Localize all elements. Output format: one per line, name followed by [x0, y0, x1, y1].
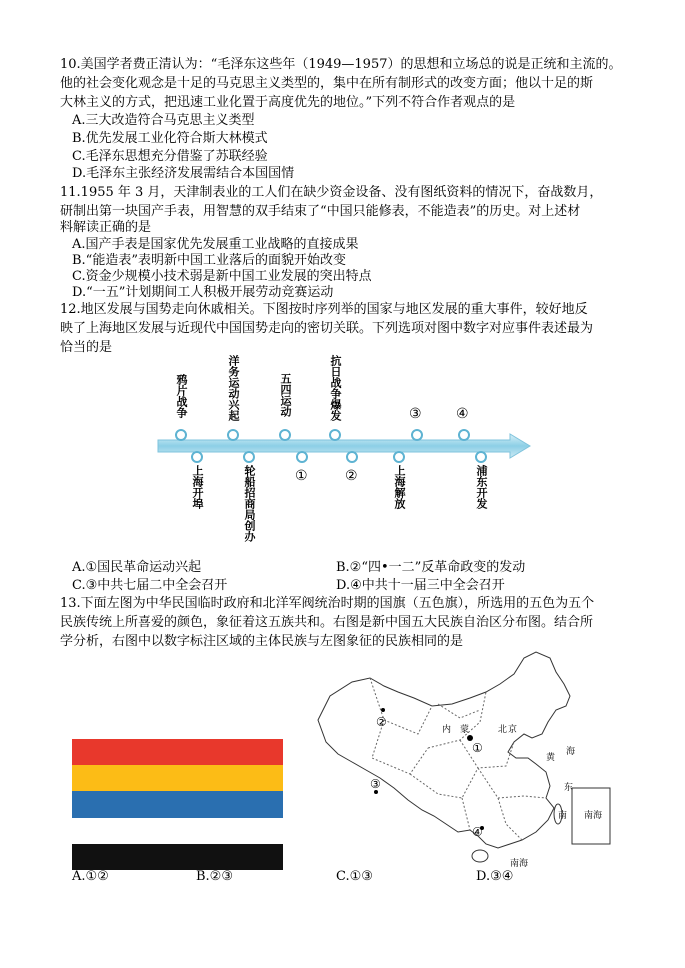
q10-option-a: A.三大改造符合马克思主义类型: [72, 113, 255, 128]
map-label-4: ④: [472, 825, 483, 839]
timeline-bottom-5: 上海解放: [393, 465, 406, 509]
china-autonomous-regions-map: [310, 648, 615, 870]
timeline-bottom-6: 浦东开发: [475, 465, 488, 509]
timeline-bottom-4: ②: [345, 468, 358, 484]
map-label-nanhai: 南海: [510, 859, 529, 869]
q13-option-c: C.①③: [336, 869, 373, 884]
q12-option-a: A.①国民革命运动兴起: [72, 560, 202, 575]
map-label-huang: 黄: [546, 753, 556, 763]
q10-line-1: 10.美国学者费正清认为：“毛泽东这些年（1949—1957）的思想和立场总的说是正统和主流的。: [60, 57, 622, 72]
map-label-3: ③: [370, 777, 381, 791]
flag-stripe-2: [72, 765, 283, 791]
q13-line-2: 民族传统上所喜爱的颜色，象征着这五族共和。右图是新中国五大民族自治区分布图。结合所: [60, 615, 594, 630]
map-label-1b: ①: [472, 741, 483, 755]
q12-option-c: C.③中共七届二中全会召开: [72, 578, 228, 593]
timeline-top-6: ④: [456, 406, 469, 422]
flag-stripe-1: [72, 739, 283, 765]
map-label-hai: 海: [566, 747, 576, 757]
timeline-bottom-2: 轮船招商局创办: [243, 465, 256, 542]
q12-option-b: B.②“四•一二”反革命政变的发动: [336, 560, 526, 575]
q10-option-d: D.毛泽东主张经济发展需结合本国国情: [72, 166, 295, 181]
q10-line-3: 大林主义的方式，把迅速工业化置于高度优先的地位。”下列不符合作者观点的是: [60, 95, 516, 110]
timeline-bottom-3: ①: [295, 468, 308, 484]
timeline-top-3: 五四运动: [279, 373, 292, 417]
flag-stripe-3: [72, 791, 283, 818]
timeline-top-2: 洋务运动兴起: [227, 355, 240, 421]
q12-line-3: 恰当的是: [60, 340, 113, 355]
flag-stripe-4: [72, 818, 283, 844]
timeline-top-4: 抗日战争爆发: [329, 355, 342, 421]
q11-line-1: 11.1955 年 3 月，天津制表业的工人们在缺少资金设备、没有图纸资料的情况下，奋战数月，: [60, 185, 603, 200]
timeline-top-1: 鸦片战争: [175, 374, 188, 418]
timeline-arrow: [150, 428, 535, 464]
flag-stripe-5: [72, 844, 283, 870]
map-label-bei: 北: [498, 725, 508, 735]
map-label-dong: 东: [564, 783, 574, 793]
timeline-bottom-1: 上海开埠: [191, 465, 204, 509]
q11-line-3: 料解读正确的是: [60, 220, 152, 235]
q11-option-a: A.国产手表是国家优先发展重工业战略的直接成果: [72, 237, 359, 252]
q13-option-b: B.②③: [196, 869, 233, 884]
map-label-nan: 南: [558, 811, 568, 821]
q12-line-1: 12.地区发展与国势走向休戚相关。下图按时序列举的国家与地区发展的重大事件，较好地反: [60, 302, 588, 317]
q10-option-b: B.优先发展工业化符合斯大林模式: [72, 131, 268, 146]
q13-option-a: A.①②: [72, 869, 109, 884]
q10-option-c: C.毛泽东思想充分借鉴了苏联经验: [72, 149, 268, 164]
q11-option-d: D.“一五”计划期间工人积极开展劳动竞赛运动: [72, 285, 334, 300]
map-label-jing: 京: [508, 725, 518, 735]
q11-option-b: B.“能造表”表明新中国工业落后的面貌开始改变: [72, 253, 346, 268]
five-color-flag: [72, 739, 283, 870]
q13-line-1: 13.下面左图为中华民国临时政府和北洋军阀统治时期的国旗（五色旗），所选用的五色为五个: [60, 596, 595, 611]
map-label-1: ②: [376, 715, 387, 729]
q13-option-d: D.③④: [476, 869, 514, 884]
timeline-top-5: ③: [409, 406, 422, 422]
q10-line-2: 他的社会变化观念是十足的马克思主义类型的，集中在所有制形式的改变方面；他以十足的斯: [60, 76, 594, 91]
q12-option-d: D.④中共十一届三中全会召开: [336, 578, 505, 593]
map-label-meng: 蒙: [460, 725, 470, 735]
q12-line-2: 映了上海地区发展与近现代中国国势走向的密切关联。下列选项对图中数字对应事件表述最为: [60, 321, 594, 336]
map-label-nei: 内: [442, 725, 452, 735]
q11-option-c: C.资金少规模小技术弱是新中国工业发展的突出特点: [72, 269, 372, 284]
q13-line-3: 学分析，右图中以数字标注区域的主体民族与左图象征的民族相同的是: [60, 634, 464, 649]
map-label-nanhai-inset: 南海: [584, 811, 603, 821]
q11-line-2: 研制出第一块国产手表，用智慧的双手结束了“中国只能修表，不能造表”的历史。对上述材: [60, 204, 581, 219]
